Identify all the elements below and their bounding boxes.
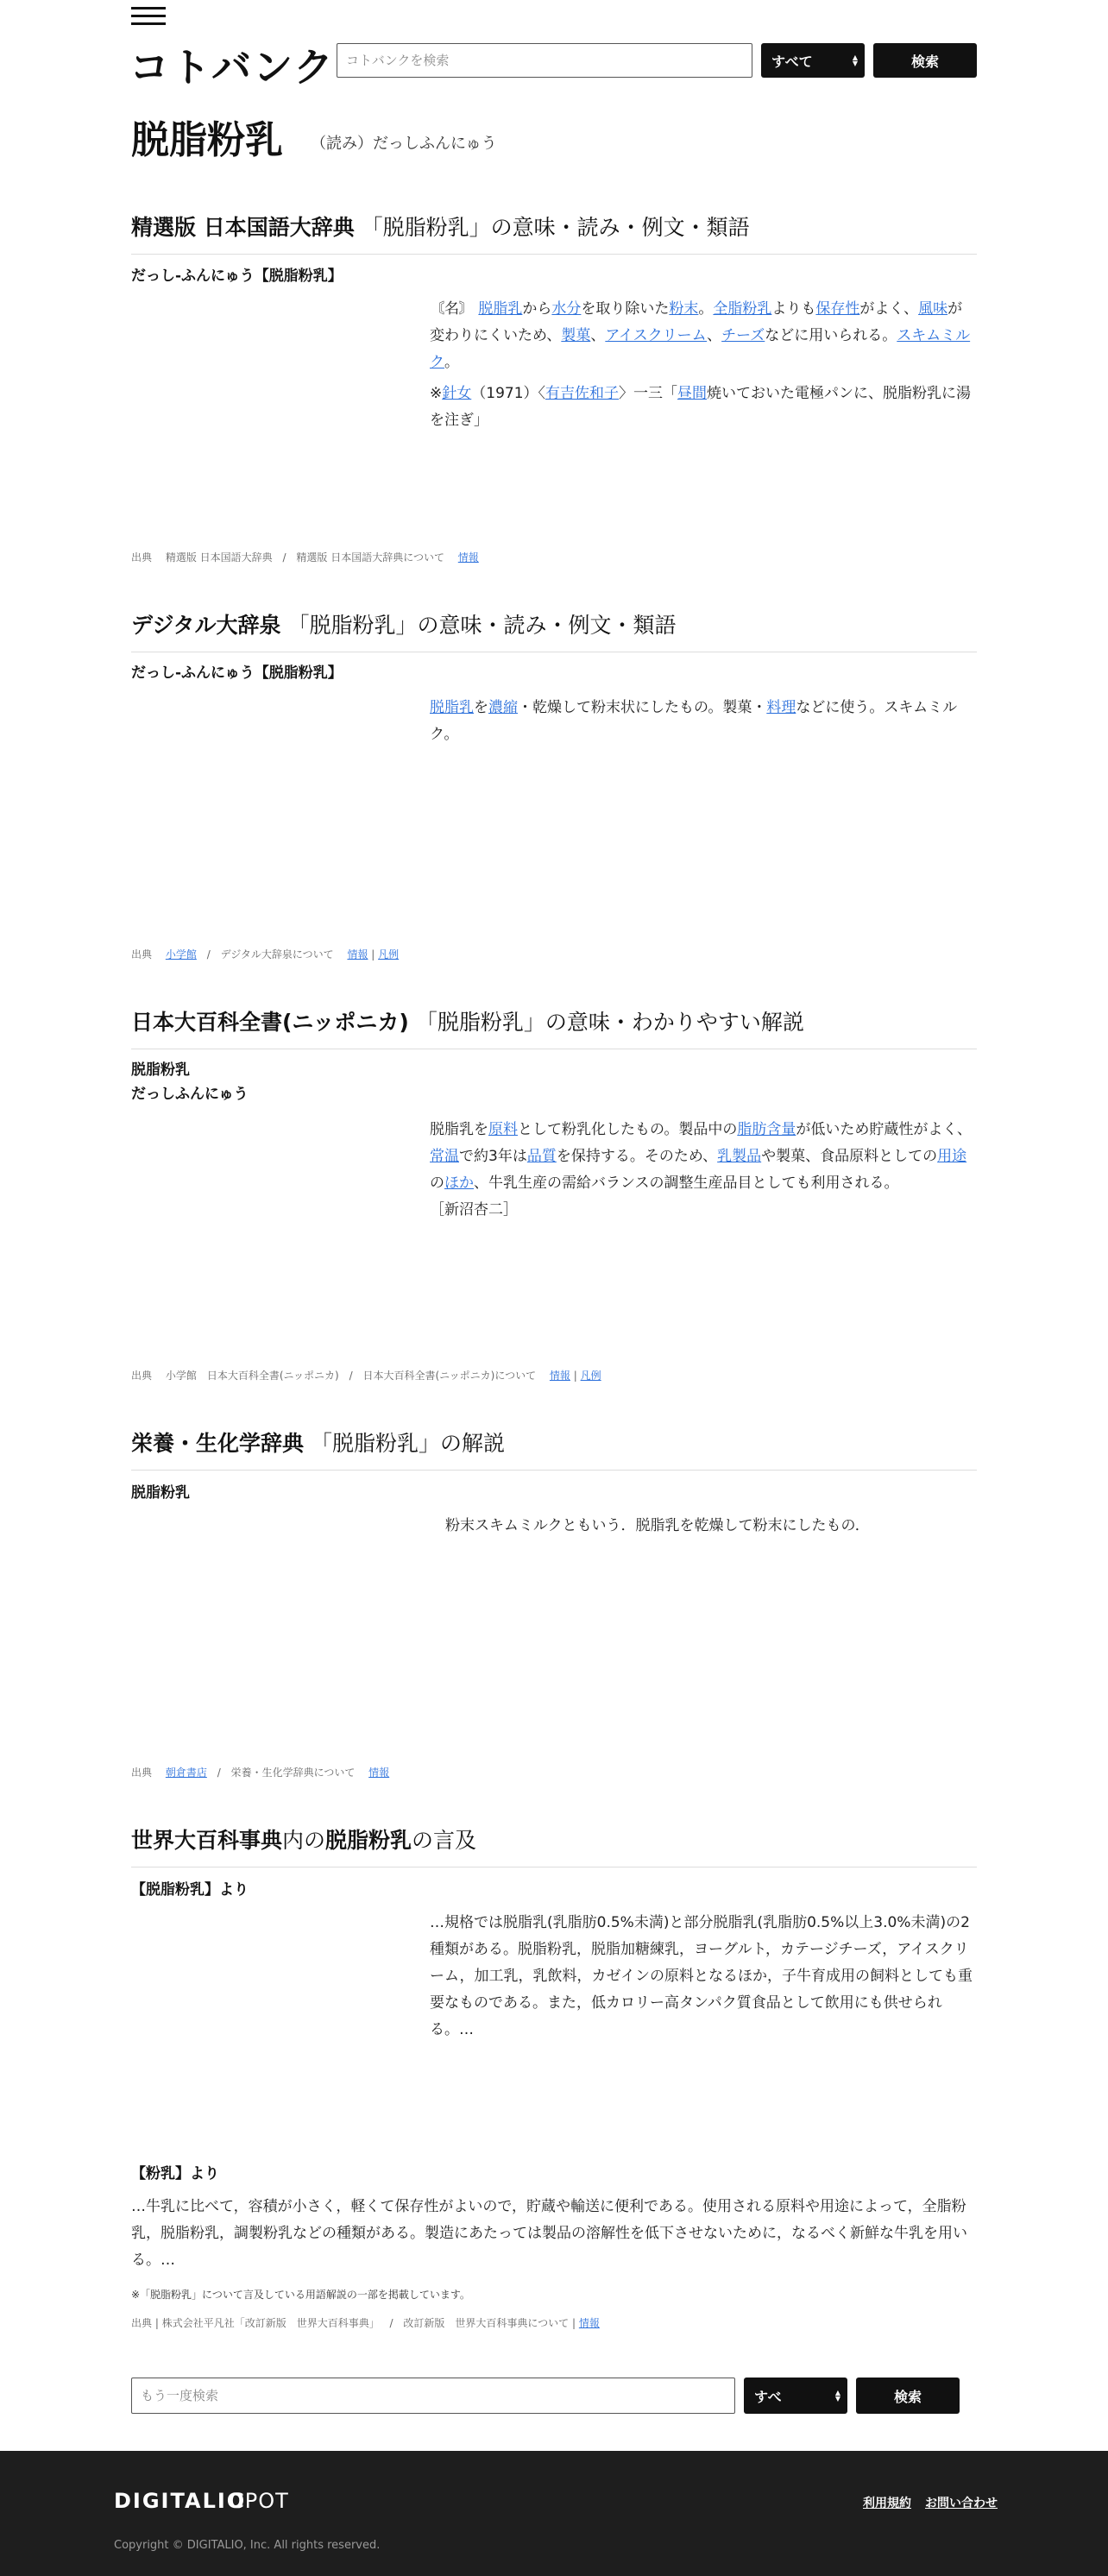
section-title-rest: 「脱脂粉乳」の意味・わかりやすい解説 [415,1010,804,1035]
source-label: 出典 [131,1370,153,1382]
section-title-sekai [131,1823,977,1867]
text: や製菓、食品原料としての [761,1148,938,1165]
text: が変わりにくいため、 [430,300,963,344]
source-about: 精選版 日本国語大辞典について [296,551,444,564]
select-arrows-icon: ▲ ▼ [852,54,858,67]
text: などに使う。スキムミルク。 [430,699,958,743]
source-about: 改訂新版 世界大百科事典について [403,2317,570,2329]
site-logo[interactable]: コトバンク [129,44,336,91]
text: よりも [771,300,816,318]
source-publisher-link[interactable]: 朝倉書店 [165,1767,207,1779]
bottom-scope-select[interactable] [744,2378,847,2414]
link-fumi[interactable]: 風味 [918,300,948,318]
link-suibun[interactable]: 水分 [551,300,582,318]
link-dasshinyu[interactable]: 脱脂乳 [430,699,474,716]
source-info-link[interactable]: 情報 [368,1767,390,1779]
scope-select[interactable] [761,43,865,78]
text: （1971）〈 [471,385,546,402]
source-label: 出典 [131,551,153,564]
section-title-daijisen [131,608,977,652]
link-jouon[interactable]: 常温 [430,1148,459,1165]
source-name: 株式会社平凡社「改訂新版 世界大百科事典」 [161,2317,380,2329]
link-seika[interactable]: 製菓 [561,327,591,344]
text: 脱脂乳を [430,1121,488,1138]
terms-link[interactable]: 利用規約 [863,2497,911,2510]
source-info-link[interactable]: 情報 [549,1370,570,1382]
link-genryo[interactable]: 原料 [488,1121,518,1138]
link-shiboganryo[interactable]: 脂肪含量 [737,1121,796,1138]
dict-name: 精選版 日本国語大辞典 [131,215,355,240]
section-title-nipponica [131,1005,977,1049]
source-about: デジタル大辞泉について [220,948,334,960]
link-hinshitsu[interactable]: 品質 [526,1148,557,1165]
entry-definition: 粉末スキムミルクともいう．脱脂乳を乾燥して粉末にしたもの． [445,1517,870,1534]
text: 〘名〙 [430,300,479,318]
scope-select-value: すべて [771,53,813,70]
entry-headword: 脱脂粉乳 [131,1484,190,1502]
entry-quote [430,381,977,434]
bottom-search-button[interactable]: 検索 [856,2378,960,2414]
page-title: 脱脂粉乳 [131,118,283,162]
contact-link[interactable]: お問い合わせ [925,2497,998,2510]
entry-headword: 脱脂粉乳 [131,1061,190,1079]
source-line: 出典 小学館 日本大百科全書(ニッポニカ) / 日本大百科全書(ニッポニカ)について 情報 | 凡例 [131,1370,601,1382]
text: を保持する。そのため、 [556,1148,718,1165]
source-info-link[interactable]: 情報 [578,2317,600,2329]
section-title-rest: 「脱脂粉乳」の解説 [310,1431,505,1456]
link-hiruma[interactable]: 昼間 [677,385,708,402]
source-line: 出典 精選版 日本国語大辞典 / 精選版 日本国語大辞典について 情報 [131,551,479,564]
text: 。 [698,300,714,318]
section-title-end: の言及 [412,1828,477,1853]
entry-headword: だっし‐ふんにゅう【脱脂粉乳】 [131,268,343,285]
text: を取り除いた [581,300,670,318]
text: などに用いられる。 [765,327,897,344]
text: の [430,1175,444,1192]
link-zenshifunnyu[interactable]: 全脂粉乳 [713,300,772,318]
entry-definition [430,1117,977,1224]
link-ryori[interactable]: 料理 [766,699,796,716]
dict-name: 日本大百科全書(ニッポニカ) [131,1010,409,1035]
entry-headword: だっし‐ふんにゅう【脱脂粉乳】 [131,664,343,682]
select-arrows-icon: ▲ ▼ [834,2389,840,2403]
text: ・乾燥して粉末状にしたもの。製菓・ [518,699,767,716]
section-title-seisen [131,211,977,255]
text: で約3年は [459,1148,527,1165]
text: として粉乳化したもの。製品中の [518,1121,738,1138]
link-skimmilk[interactable]: スキムミルク [430,327,971,371]
link-hozonsei[interactable]: 保存性 [815,300,860,318]
dict-name: デジタル大辞泉 [131,613,281,638]
reference-body: …規格では脱脂乳(乳脂肪0.5%未満)と部分脱脂乳(乳脂肪0.5%以上3.0%未満)の2種類がある。脱脂粉乳，脱脂加糖練乳，ヨーグルト，カテージチーズ，アイスクリーム，加工乳，乳飲料，カゼインの原料となるほか，子牛育成用の飼料としても重要なものである。また，低カロリー高タンパク質食品として飲用にも供せられる。… [430,1914,973,2038]
text: 、 [590,327,606,344]
source-publisher-link[interactable]: 小学館 [165,948,197,960]
source-label: 出典 [131,948,153,960]
dict-name: 栄養・生化学辞典 [131,1431,305,1456]
text: 、 [707,327,722,344]
search-button[interactable]: 検索 [873,43,977,78]
cpot-logo[interactable]: CPOT [230,2489,289,2513]
page-reading: （読み）だっしふんにゅう [311,135,497,153]
link-icecream[interactable]: アイスクリーム [605,327,708,344]
entry-definition [430,296,977,376]
search-input[interactable] [337,43,752,78]
section-title-rest: 「脱脂粉乳」の意味・読み・例文・類語 [361,215,750,240]
source-legend-link[interactable]: 凡例 [580,1370,601,1382]
link-noshuku[interactable]: 濃縮 [488,699,518,716]
entry-definition [430,695,977,748]
digitalio-logo[interactable]: DIGITALIO [114,2489,247,2513]
link-ariyoshi[interactable]: 有吉佐和子 [545,385,620,402]
link-yoto[interactable]: 用途 [937,1148,967,1165]
section-title-term: 脱脂粉乳 [325,1828,412,1853]
reference-body: …牛乳に比べて，容積が小さく，軽くて保存性がよいので，貯蔵や輸送に便利である。使用される原料や用途によって，全脂粉乳，脱脂粉乳，調製粉乳などの種類がある。製造にあたっては製品の溶解性を低下させないために，なるべく新鮮な牛乳を用いる。… [131,2198,967,2269]
section-title-eiyou [131,1427,977,1471]
dict-name: 世界大百科事典 [131,1828,283,1853]
section-title-mid: 内の [282,1828,326,1853]
link-dasshinyu[interactable]: 脱脂乳 [478,300,523,318]
entry-reading: だっしふんにゅう [131,1086,249,1103]
bottom-search-input[interactable] [131,2378,735,2414]
menu-icon[interactable] [131,7,166,28]
source-line: 出典 朝倉書店 / 栄養・生化学辞典について 情報 [131,1767,390,1779]
reference-head: 【粉乳】より [131,2165,219,2182]
source-line: 出典 | 株式会社平凡社「改訂新版 世界大百科事典」 / 改訂新版 世界大百科事典について | 情報 [131,2317,600,2329]
text: が低いため貯蔵性がよく、 [796,1121,972,1138]
source-info-link[interactable]: 情報 [457,551,479,564]
reference-head: 【脱脂粉乳】より [131,1881,249,1899]
link-cheese[interactable]: チーズ [721,327,765,344]
link-nyuseihin[interactable]: 乳製品 [717,1148,762,1165]
text: 焼いておいた電極パンに、脱脂粉乳に湯を注ぎ」 [430,385,972,429]
reference-note: ※「脱脂粉乳」について言及している用語解説の一部を掲載しています。 [131,2289,470,2301]
link-harime[interactable]: 針女 [442,385,472,402]
text: 〉一三「 [619,385,678,402]
source-label: 出典 [131,1767,153,1779]
source-name: 小学館 日本大百科全書(ニッポニカ) [165,1370,339,1382]
text: から [522,300,552,318]
source-legend-link[interactable]: 凡例 [378,948,400,960]
source-label: 出典 [131,2317,153,2329]
link-funmatsu[interactable]: 粉末 [669,300,699,318]
text: を [474,699,488,716]
text: 、牛乳生産の需給バランスの調整生産品目としても利用される。 [474,1175,899,1192]
source-about: 日本大百科全書(ニッポニカ)について [362,1370,537,1382]
footer [0,2451,1108,2576]
link-hoka[interactable]: ほか [444,1175,474,1192]
copyright: Copyright © DIGITALIO, Inc. All rights reserved. [114,2539,381,2552]
scope-select-value: すべ [754,2388,782,2405]
text: ※ [430,385,443,402]
source-name: 精選版 日本国語大辞典 [165,551,273,564]
text: がよく、 [859,300,919,318]
source-info-link[interactable]: 情報 [347,948,368,960]
section-title-rest: 「脱脂粉乳」の意味・読み・例文・類語 [287,613,677,638]
source-about: 栄養・生化学辞典について [230,1767,356,1779]
text: 。 [444,354,459,371]
entry-author: ［新沼杏二］ [430,1201,518,1219]
source-line: 出典 小学館 / デジタル大辞泉について 情報 | 凡例 [131,948,400,960]
